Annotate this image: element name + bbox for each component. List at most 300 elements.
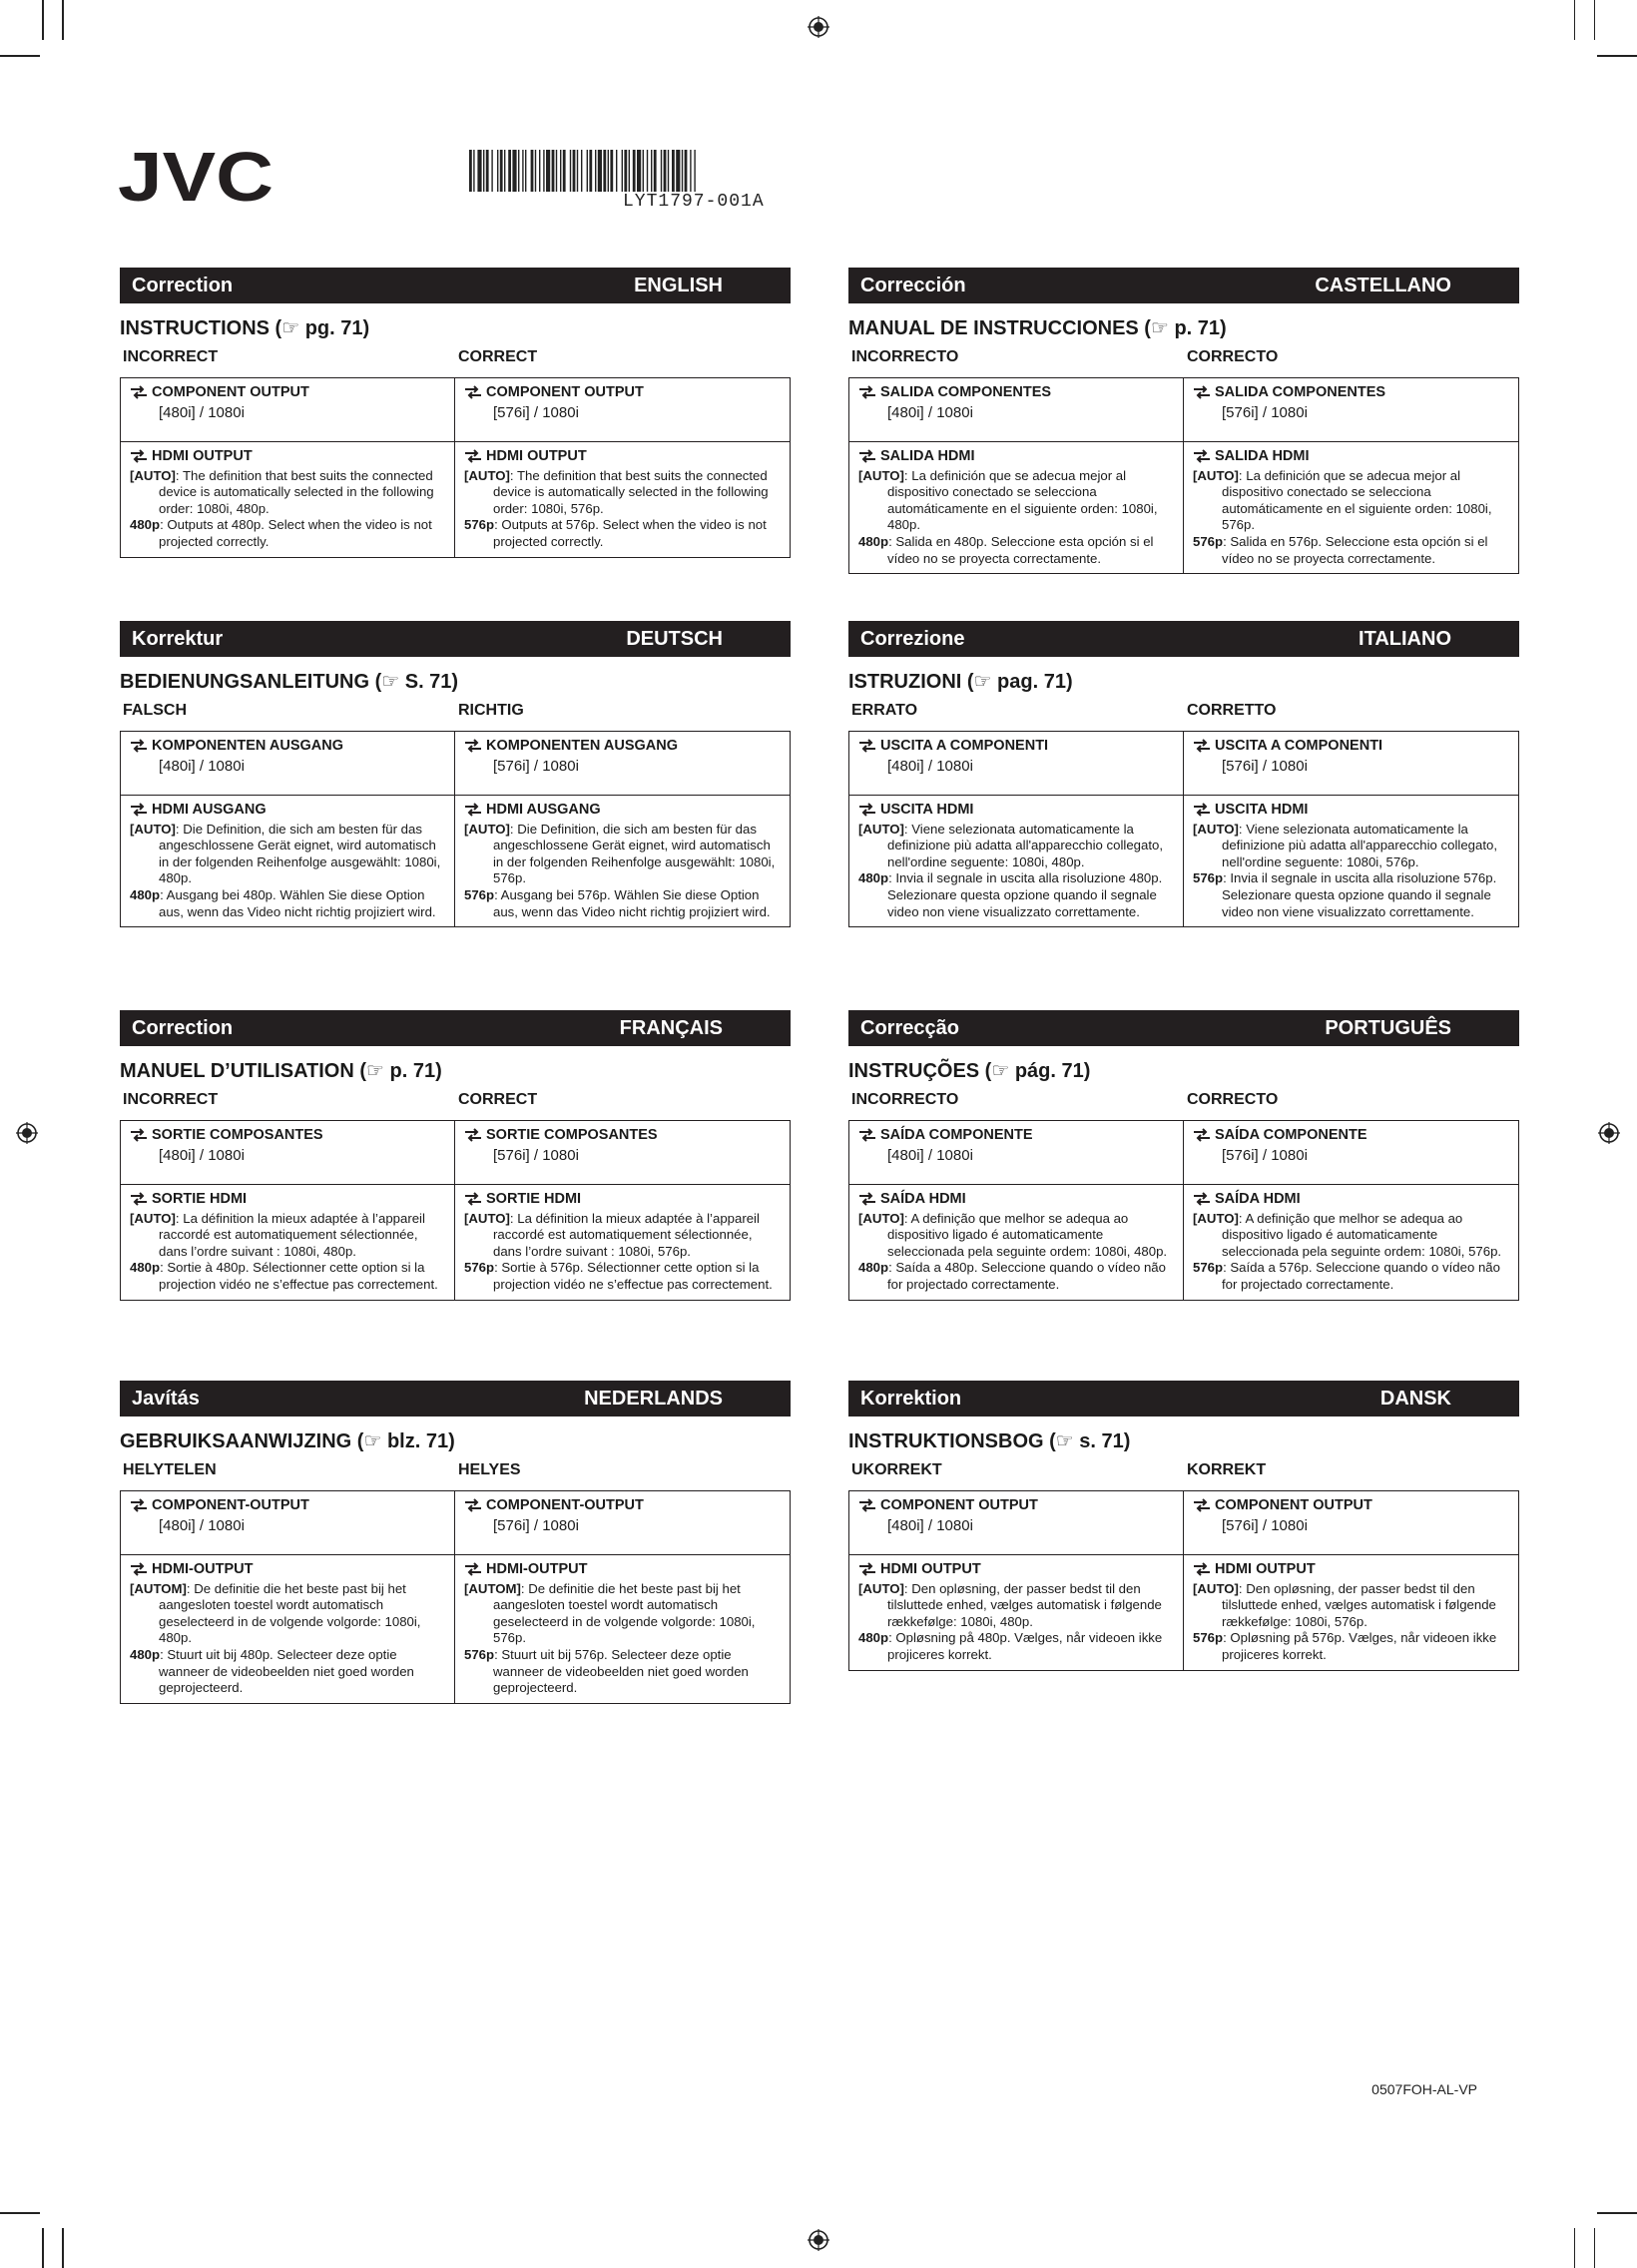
progressive-key: 576p: [464, 886, 495, 902]
auto-definition: [858, 468, 1177, 534]
hdmi-cell-incorrect: [849, 1185, 1184, 1300]
progressive-definition: [464, 1260, 784, 1293]
auto-definition: [1193, 1211, 1512, 1261]
component-output-heading: [858, 1127, 1177, 1144]
hdmi-cell-incorrect: [121, 442, 455, 557]
progressive-definition: [1193, 534, 1512, 567]
component-cell-correct: [455, 1491, 790, 1555]
auto-key: [AUTO]: [464, 467, 510, 483]
auto-key: [AUTO]: [464, 1210, 510, 1226]
column-labels: [120, 699, 791, 723]
auto-definition: [858, 822, 1177, 871]
crop-mark: [0, 55, 40, 57]
hdmi-output-heading: [464, 1561, 784, 1578]
output-arrows-icon: [1193, 1192, 1211, 1206]
output-arrows-icon: [1193, 1562, 1211, 1576]
barcode-bar: [546, 150, 550, 192]
correction-table: [120, 731, 791, 927]
component-output-value: [576i] / 1080i: [1222, 757, 1308, 775]
barcode-bar: [661, 150, 662, 192]
output-arrows-icon: [858, 803, 876, 817]
progressive-key: 576p: [1193, 1260, 1224, 1276]
hdmi-output-title: USCITA HDMI: [1215, 802, 1309, 818]
component-cell-incorrect: [121, 1121, 455, 1185]
pointing-hand-icon: ☞: [363, 1430, 382, 1452]
barcode-bar: [473, 150, 474, 192]
hdmi-output-title: SORTIE HDMI: [152, 1191, 248, 1207]
auto-definition: [1193, 1581, 1512, 1631]
component-cell-incorrect: [849, 1491, 1184, 1555]
component-output-title: SALIDA COMPONENTES: [880, 384, 1052, 400]
column-labels: [848, 1088, 1519, 1112]
language-name: ITALIANO: [1359, 627, 1451, 650]
hdmi-cell-incorrect: [121, 1555, 455, 1703]
correction-title: Correction: [132, 1016, 234, 1039]
pointing-hand-icon: ☞: [991, 1060, 1010, 1082]
section-header: [120, 1010, 791, 1046]
output-arrows-icon: [464, 1562, 482, 1576]
barcode-bar: [556, 150, 557, 192]
language-section: [848, 1381, 1519, 1671]
correction-table: [848, 1120, 1519, 1301]
language-section: [120, 1381, 791, 1704]
correct-label: CORRECT: [458, 348, 538, 365]
correction-title: Correzione: [860, 627, 965, 650]
section-header: [120, 621, 791, 657]
incorrect-label: UKORREKT: [851, 1461, 942, 1478]
incorrect-label: INCORRECT: [123, 348, 219, 365]
language-name: CASTELLANO: [1315, 274, 1451, 296]
component-output-value: [576i] / 1080i: [1222, 1146, 1308, 1164]
component-output-value: [480i] / 1080i: [159, 1146, 245, 1164]
output-arrows-icon: [464, 1192, 482, 1206]
component-output-value: [480i] / 1080i: [887, 1516, 973, 1534]
hdmi-cell-correct: [1184, 1555, 1518, 1670]
progressive-key: 576p: [1193, 533, 1224, 549]
progressive-key: 480p: [858, 870, 889, 886]
correct-label: CORRECT: [458, 1091, 538, 1108]
progressive-definition: [1193, 1260, 1512, 1293]
progressive-text: : Outputs at 480p. Select when the video is not projected correctly.: [159, 517, 432, 549]
output-arrows-icon: [858, 739, 876, 753]
component-output-value: [576i] / 1080i: [493, 757, 579, 775]
auto-text: : Die Definition, die sich am besten für das angeschlossene Gerät eignet, wird automatisch in der folgenden Reihenfolge ausgewählt: 1080i, 576p.: [493, 821, 776, 886]
output-arrows-icon: [464, 1128, 482, 1142]
progressive-text: : Ausgang bei 576p. Wählen Sie diese Option aus, wenn das Video nicht richtig projiziert wird.: [493, 886, 771, 919]
column-labels: [120, 345, 791, 369]
component-output-title: COMPONENT OUTPUT: [486, 384, 644, 400]
correction-table: [848, 377, 1519, 574]
barcode-bar: [643, 150, 644, 192]
language-section: [120, 268, 791, 558]
auto-key: [AUTO]: [1193, 467, 1239, 483]
output-arrows-icon: [130, 1562, 148, 1576]
auto-text: : Den opløsning, der passer bedst til den tilsluttede enhed, vælges automatisk i følgende rækkefølge: 1080i, 480p.: [887, 1580, 1162, 1629]
component-output-value: [576i] / 1080i: [493, 403, 579, 421]
component-output-value: [480i] / 1080i: [159, 1516, 245, 1534]
component-output-title: COMPONENT-OUTPUT: [152, 1497, 309, 1513]
auto-text: : La definición que se adecua mejor al dispositivo conectado se selecciona automáticamente en el siguiente orden: 1080i, 576p.: [1222, 467, 1492, 533]
page-reference: blz. 71): [381, 1430, 455, 1452]
output-arrows-icon: [858, 1562, 876, 1576]
hdmi-output-title: USCITA HDMI: [880, 802, 974, 818]
progressive-definition: [858, 870, 1177, 920]
progressive-definition: [130, 1260, 448, 1293]
component-output-title: SORTIE COMPOSANTES: [486, 1127, 658, 1143]
auto-text: : Die Definition, die sich am besten für das angeschlossene Gerät eignet, wird automatisch in der folgenden Reihenfolge ausgewählt: 1080i, 480p.: [159, 821, 441, 886]
registration-mark-icon: [808, 16, 829, 38]
auto-definition: [858, 1211, 1177, 1261]
column-labels: [848, 699, 1519, 723]
progressive-definition: [464, 1647, 784, 1697]
barcode-bar: [608, 150, 609, 192]
barcode-bar: [539, 150, 540, 192]
component-output-title: SAÍDA COMPONENTE: [880, 1127, 1033, 1143]
barcode-bar: [610, 150, 613, 192]
output-arrows-icon: [464, 739, 482, 753]
barcode-bar: [598, 150, 602, 192]
manual-title: ISTRUZIONI (: [848, 671, 974, 693]
progressive-text: : Outputs at 576p. Select when the video is not projected correctly.: [493, 517, 767, 549]
auto-text: : Viene selezionata automaticamente la definizione più adatta all'apparecchio collegato, nell'ordine seguente: 1080i, 480p.: [887, 821, 1163, 869]
progressive-definition: [130, 517, 448, 550]
language-name: ENGLISH: [634, 274, 723, 296]
document-code: LYT1797-001A: [623, 192, 765, 212]
output-arrows-icon: [130, 1192, 148, 1206]
progressive-definition: [858, 1260, 1177, 1293]
barcode-bar: [589, 150, 592, 192]
hdmi-output-title: HDMI-OUTPUT: [486, 1561, 588, 1577]
auto-key: [AUTO]: [858, 467, 904, 483]
hdmi-output-title: HDMI AUSGANG: [152, 802, 267, 818]
progressive-definition: [1193, 1630, 1512, 1663]
progressive-text: : Invia il segnale in uscita alla risoluzione 576p. Selezionare questa opzione quando il segnale video non viene visualizzato correttamente.: [1222, 870, 1497, 919]
hdmi-output-heading: [858, 802, 1177, 819]
progressive-key: 576p: [464, 1260, 495, 1276]
progressive-definition: [464, 887, 784, 920]
barcode-bar: [629, 150, 630, 192]
component-output-value: [576i] / 1080i: [493, 1516, 579, 1534]
barcode-bar: [685, 150, 688, 192]
output-arrows-icon: [1193, 739, 1211, 753]
output-arrows-icon: [1193, 1498, 1211, 1512]
auto-key: [AUTO]: [130, 467, 176, 483]
manual-reference: [120, 1058, 791, 1084]
barcode-bar: [622, 150, 623, 192]
barcode-bar: [570, 150, 571, 192]
progressive-key: 480p: [130, 1260, 161, 1276]
auto-text: : La definición que se adecua mejor al dispositivo conectado se selecciona automáticamente en el siguiente orden: 1080i, 480p.: [887, 467, 1158, 533]
correction-table: [120, 1490, 791, 1704]
hdmi-output-title: HDMI OUTPUT: [1215, 1561, 1316, 1577]
correct-label: CORRETTO: [1187, 702, 1277, 719]
progressive-key: 576p: [1193, 1630, 1224, 1646]
barcode-bar: [525, 150, 526, 192]
barcode-bar: [647, 150, 648, 192]
progressive-text: : Saída a 480p. Seleccione quando o vídeo não for projectado correctamente.: [887, 1260, 1166, 1292]
auto-key: [AUTO]: [130, 821, 176, 837]
component-output-heading: [464, 384, 784, 401]
hdmi-output-heading: [130, 802, 448, 819]
pointing-hand-icon: ☞: [281, 317, 300, 339]
page-reference: pg. 71): [299, 317, 370, 339]
progressive-definition: [130, 1647, 448, 1697]
auto-definition: [464, 1211, 784, 1261]
component-output-value: [480i] / 1080i: [887, 757, 973, 775]
auto-definition: [1193, 822, 1512, 871]
hdmi-output-heading: [464, 1191, 784, 1208]
auto-text: : La définition la mieux adaptée à l’appareil raccordé est automatiquement sélectionnée, dans l’ordre suivant : 1080i, 576p.: [493, 1210, 760, 1259]
section-header: [848, 1010, 1519, 1046]
progressive-text: : Opløsning på 480p. Vælges, når videoen ikke projiceres korrekt.: [887, 1630, 1163, 1662]
progressive-definition: [858, 534, 1177, 567]
component-output-value: [576i] / 1080i: [1222, 403, 1308, 421]
output-arrows-icon: [1193, 449, 1211, 463]
barcode-bar: [504, 150, 505, 192]
incorrect-label: ERRATO: [851, 702, 918, 719]
auto-definition: [130, 1211, 448, 1261]
barcode-bar: [672, 150, 675, 192]
output-arrows-icon: [130, 385, 148, 399]
auto-text: : La définition la mieux adaptée à l’appareil raccordé est automatiquement sélectionnée, dans l’ordre suivant : 1080i, 480p.: [159, 1210, 425, 1259]
output-arrows-icon: [130, 739, 148, 753]
manual-reference: [120, 1428, 791, 1454]
component-output-title: SALIDA COMPONENTES: [1215, 384, 1386, 400]
progressive-definition: [130, 887, 448, 920]
correction-title: Korrektur: [132, 627, 224, 650]
progressive-key: 576p: [464, 1646, 495, 1662]
component-output-value: [576i] / 1080i: [1222, 1516, 1308, 1534]
section-header: [848, 621, 1519, 657]
component-cell-incorrect: [121, 1491, 455, 1555]
manual-title: MANUAL DE INSTRUCCIONES (: [848, 317, 1151, 339]
crop-mark: [0, 2212, 40, 2214]
auto-definition: [130, 1581, 448, 1647]
auto-definition: [464, 468, 784, 518]
language-section: [848, 268, 1519, 574]
crop-mark: [1574, 2228, 1576, 2268]
component-cell-correct: [1184, 732, 1518, 796]
crop-mark: [42, 2228, 44, 2268]
component-output-heading: [464, 1497, 784, 1514]
pointing-hand-icon: ☞: [1150, 317, 1169, 339]
language-section: [848, 1010, 1519, 1301]
manual-reference: [120, 315, 791, 341]
component-output-value: [480i] / 1080i: [887, 403, 973, 421]
page-reference: s. 71): [1073, 1430, 1131, 1452]
language-name: DEUTSCH: [626, 627, 723, 650]
auto-key: [AUTO]: [130, 1210, 176, 1226]
hdmi-output-title: HDMI-OUTPUT: [152, 1561, 254, 1577]
barcode-bar: [668, 150, 669, 192]
section-header: [848, 1381, 1519, 1417]
correction-table: [120, 377, 791, 558]
barcode-bar: [587, 150, 588, 192]
crop-mark: [42, 0, 44, 40]
progressive-text: : Salida en 576p. Seleccione esta opción si el vídeo no se proyecta correctamente.: [1222, 533, 1488, 566]
auto-key: [AUTO]: [1193, 1580, 1239, 1596]
progressive-text: : Invia il segnale in uscita alla risoluzione 480p. Selezionare questa opzione quando il segnale video non viene visualizzato correttamente.: [887, 870, 1163, 919]
hdmi-output-heading: [1193, 802, 1512, 819]
progressive-text: : Stuurt uit bij 480p. Selecteer deze optie wanneer de videobeelden niet goed worden geprojecteerd.: [159, 1646, 414, 1696]
barcode-bar: [512, 150, 516, 192]
language-name: NEDERLANDS: [584, 1387, 723, 1410]
hdmi-cell-correct: [455, 1185, 790, 1300]
pointing-hand-icon: ☞: [973, 671, 992, 693]
component-output-heading: [130, 1127, 448, 1144]
progressive-definition: [1193, 870, 1512, 920]
auto-text: : The definition that best suits the connected device is automatically selected in the following order: 1080i, 576p.: [493, 467, 769, 516]
hdmi-output-title: HDMI OUTPUT: [152, 448, 253, 464]
correction-title: Corrección: [860, 274, 966, 296]
pointing-hand-icon: ☞: [1055, 1430, 1074, 1452]
hdmi-output-title: SORTIE HDMI: [486, 1191, 582, 1207]
progressive-key: 480p: [130, 1646, 161, 1662]
component-output-heading: [858, 1497, 1177, 1514]
auto-definition: [464, 822, 784, 887]
correction-table: [120, 1120, 791, 1301]
manual-title: GEBRUIKSAANWIJZING (: [120, 1430, 364, 1452]
output-arrows-icon: [464, 385, 482, 399]
section-header: [120, 1381, 791, 1417]
barcode-bar: [577, 150, 578, 192]
component-output-value: [480i] / 1080i: [159, 403, 245, 421]
incorrect-label: FALSCH: [123, 702, 187, 719]
page-reference: pag. 71): [991, 671, 1073, 693]
hdmi-output-heading: [858, 1561, 1177, 1578]
auto-text: : The definition that best suits the connected device is automatically selected in the following order: 1080i, 480p.: [159, 467, 434, 516]
crop-mark: [1597, 55, 1637, 57]
component-output-title: COMPONENT OUTPUT: [152, 384, 309, 400]
pointing-hand-icon: ☞: [366, 1060, 384, 1082]
crop-mark: [1597, 2212, 1637, 2214]
progressive-text: : Ausgang bei 480p. Wählen Sie diese Option aus, wenn das Video nicht richtig projiziert wird.: [159, 886, 436, 919]
manual-title: MANUEL D’UTILISATION (: [120, 1060, 367, 1082]
auto-key: [AUTO]: [858, 821, 904, 837]
output-arrows-icon: [130, 1128, 148, 1142]
auto-text: : Viene selezionata automaticamente la definizione più adatta all'apparecchio collegato, nell'ordine seguente: 1080i, 576p.: [1222, 821, 1497, 869]
hdmi-cell-correct: [1184, 442, 1518, 573]
hdmi-output-heading: [858, 448, 1177, 465]
language-name: FRANÇAIS: [619, 1016, 723, 1039]
component-cell-correct: [1184, 378, 1518, 442]
auto-key: [AUTO]: [1193, 1210, 1239, 1226]
auto-definition: [130, 468, 448, 518]
component-output-title: COMPONENT-OUTPUT: [486, 1497, 644, 1513]
manual-reference: [848, 1058, 1519, 1084]
correct-label: CORRECTO: [1187, 1091, 1279, 1108]
crop-mark: [1594, 2228, 1596, 2268]
language-name: DANSK: [1379, 1387, 1451, 1410]
hdmi-output-title: HDMI OUTPUT: [486, 448, 587, 464]
hdmi-output-title: SAÍDA HDMI: [880, 1191, 966, 1207]
correction-title: Correcção: [860, 1016, 959, 1039]
component-output-heading: [130, 384, 448, 401]
crop-mark: [1594, 0, 1596, 40]
column-labels: [120, 1088, 791, 1112]
barcode-bar: [676, 150, 680, 192]
jvc-logo: [118, 145, 273, 207]
manual-title: BEDIENUNGSANLEITUNG (: [120, 671, 382, 693]
component-cell-incorrect: [849, 378, 1184, 442]
barcode-bar: [483, 150, 484, 192]
barcode-bar: [595, 150, 596, 192]
progressive-definition: [464, 517, 784, 550]
barcode-bar: [694, 150, 695, 192]
hdmi-cell-correct: [455, 1555, 790, 1703]
correct-label: CORRECTO: [1187, 348, 1279, 365]
barcode-bar: [682, 150, 683, 192]
output-arrows-icon: [464, 803, 482, 817]
auto-key: [AUTO]: [858, 1210, 904, 1226]
output-arrows-icon: [464, 449, 482, 463]
page-reference: p. 71): [383, 1060, 442, 1082]
component-cell-incorrect: [121, 378, 455, 442]
hdmi-cell-correct: [1184, 1185, 1518, 1300]
hdmi-cell-incorrect: [121, 796, 455, 926]
component-output-title: COMPONENT OUTPUT: [880, 1497, 1038, 1513]
incorrect-label: INCORRECT: [123, 1091, 219, 1108]
manual-reference: [848, 669, 1519, 695]
language-name: PORTUGUÊS: [1325, 1016, 1451, 1039]
component-cell-incorrect: [849, 1121, 1184, 1185]
progressive-key: 480p: [858, 1260, 889, 1276]
barcode-bar: [573, 150, 576, 192]
progressive-key: 480p: [130, 517, 161, 533]
component-cell-incorrect: [121, 732, 455, 796]
output-arrows-icon: [858, 1498, 876, 1512]
auto-definition: [464, 1581, 784, 1647]
barcode-bar: [552, 150, 555, 192]
auto-text: : Den opløsning, der passer bedst til den tilsluttede enhed, vælges automatisk i følgende rækkefølge: 1080i, 576p.: [1222, 1580, 1496, 1629]
hdmi-cell-correct: [1184, 796, 1518, 926]
output-arrows-icon: [1193, 803, 1211, 817]
component-output-title: USCITA A COMPONENTI: [1215, 738, 1383, 754]
component-output-heading: [1193, 1497, 1512, 1514]
registration-mark-icon: [1598, 1122, 1620, 1144]
auto-key: [AUTO]: [1193, 821, 1239, 837]
component-cell-incorrect: [849, 732, 1184, 796]
auto-text: : A definição que melhor se adequa ao dispositivo ligado é automaticamente seleccionada pela seguinte ordem: 1080i, 480p.: [887, 1210, 1168, 1259]
hdmi-cell-correct: [455, 796, 790, 926]
output-arrows-icon: [130, 803, 148, 817]
barcode-bar: [543, 150, 544, 192]
component-output-title: USCITA A COMPONENTI: [880, 738, 1049, 754]
output-arrows-icon: [858, 449, 876, 463]
progressive-text: : Stuurt uit bij 576p. Selecteer deze optie wanneer de videobeelden niet goed worden geprojecteerd.: [493, 1646, 749, 1696]
component-output-title: KOMPONENTEN AUSGANG: [152, 738, 343, 754]
hdmi-output-title: SALIDA HDMI: [1215, 448, 1310, 464]
crop-mark: [62, 0, 64, 40]
component-output-heading: [1193, 1127, 1512, 1144]
output-arrows-icon: [130, 449, 148, 463]
progressive-key: 480p: [858, 533, 889, 549]
barcode-bar: [477, 150, 481, 192]
auto-definition: [1193, 468, 1512, 534]
page-reference: p. 71): [1168, 317, 1227, 339]
barcode-bar: [518, 150, 519, 192]
progressive-key: 480p: [130, 886, 161, 902]
manual-reference: [848, 315, 1519, 341]
column-labels: [848, 1458, 1519, 1482]
component-output-title: SAÍDA COMPONENTE: [1215, 1127, 1367, 1143]
auto-definition: [858, 1581, 1177, 1631]
hdmi-output-heading: [464, 448, 784, 465]
component-output-heading: [1193, 738, 1512, 755]
language-section: [120, 1010, 791, 1301]
progressive-text: : Saída a 576p. Seleccione quando o vídeo não for projectado correctamente.: [1222, 1260, 1500, 1292]
progressive-key: 480p: [858, 1630, 889, 1646]
